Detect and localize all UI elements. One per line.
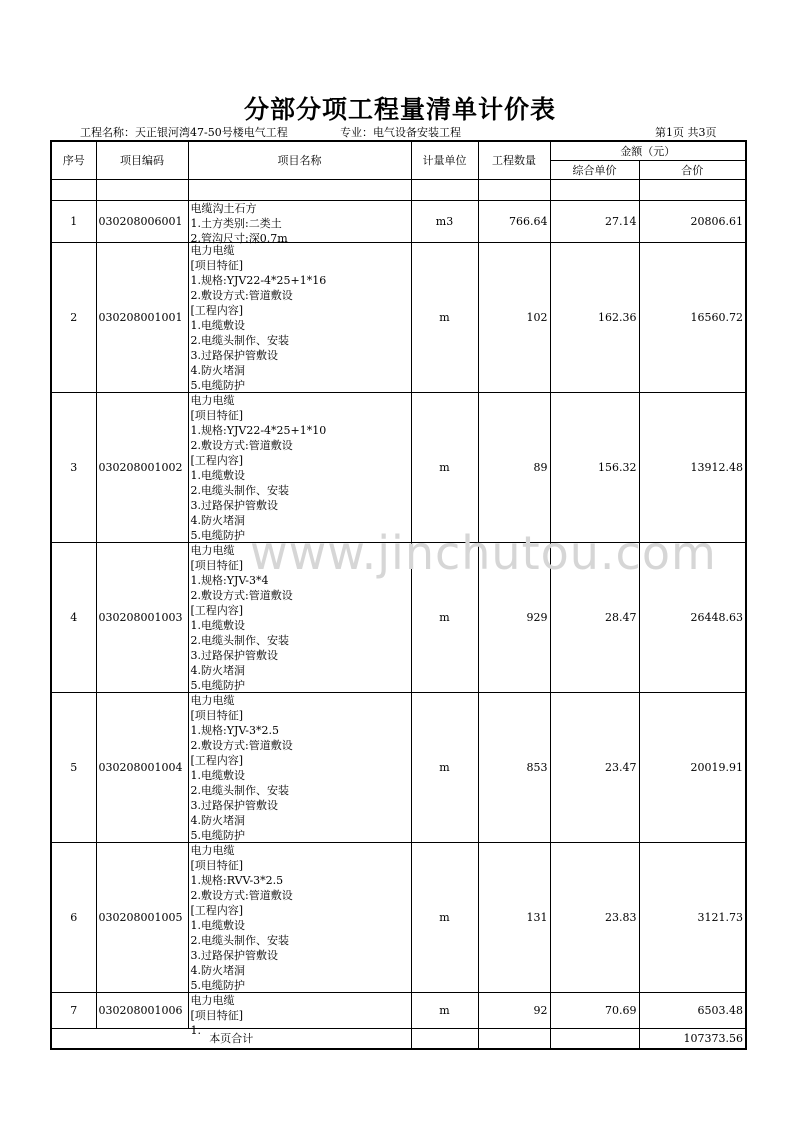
row-unit: m3 <box>411 200 478 242</box>
row-seq: 7 <box>51 992 96 1028</box>
header-total: 合价 <box>639 160 746 179</box>
row-seq: 5 <box>51 692 96 842</box>
name-line: 5.电缆防护 <box>190 378 245 392</box>
row-code: 030208001006 <box>96 992 188 1028</box>
name-line: 电力电缆 <box>190 393 235 407</box>
row-total: 16560.72 <box>639 242 746 392</box>
row-qty: 89 <box>478 392 550 542</box>
row-unit: m <box>411 392 478 542</box>
name-line: 5.电缆防护 <box>190 828 245 842</box>
table-row <box>51 392 746 542</box>
table-row <box>51 842 746 992</box>
name-line: 5.电缆防护 <box>190 978 245 992</box>
name-line: 电力电缆 <box>190 243 235 257</box>
name-line: 1.规格:YJV-3*4 <box>190 573 269 587</box>
name-line: [工程内容] <box>190 453 244 467</box>
name-line: 2.管沟尺寸:深0.7m <box>190 231 288 245</box>
row-total: 26448.63 <box>639 542 746 692</box>
name-line: [工程内容] <box>190 753 244 767</box>
name-line: 5.电缆防护 <box>190 678 245 692</box>
row-code: 030208001002 <box>96 392 188 542</box>
row-unit-price: 28.47 <box>550 542 639 692</box>
name-line: 3.过路保护管敷设 <box>190 798 278 812</box>
row-qty: 929 <box>478 542 550 692</box>
name-line: 3.过路保护管敷设 <box>190 948 278 962</box>
name-line: 1.电缆敷设 <box>190 618 245 632</box>
row-code: 030208006001 <box>96 200 188 242</box>
name-line: 3.过路保护管敷设 <box>190 348 278 362</box>
name-line: 2.敷设方式:管道敷设 <box>190 438 293 452</box>
row-name <box>188 542 411 692</box>
row-qty: 766.64 <box>478 200 550 242</box>
name-line: 1.规格:YJV22-4*25+1*16 <box>190 273 327 287</box>
footer-row <box>51 1028 746 1049</box>
row-qty: 102 <box>478 242 550 392</box>
row-unit-price: 70.69 <box>550 992 639 1028</box>
row-seq: 4 <box>51 542 96 692</box>
row-total: 13912.48 <box>639 392 746 542</box>
project-name: 工程名称：天正银河湾47-50号楼电气工程 <box>80 126 288 139</box>
name-line: 1. <box>190 1023 201 1037</box>
header-qty: 工程数量 <box>478 141 550 179</box>
row-seq: 6 <box>51 842 96 992</box>
name-line: 电力电缆 <box>190 693 235 707</box>
blank-row <box>51 179 746 200</box>
specialty: 专业：电气设备安装工程 <box>340 126 461 139</box>
row-name <box>188 392 411 542</box>
row-unit-price: 156.32 <box>550 392 639 542</box>
row-qty: 853 <box>478 692 550 842</box>
table-row <box>51 542 746 692</box>
row-unit-price: 23.47 <box>550 692 639 842</box>
footer-total: 107373.56 <box>639 1028 746 1049</box>
name-line: 4.防火堵洞 <box>190 813 245 827</box>
row-qty: 131 <box>478 842 550 992</box>
watermark: www.jinchutou.com <box>250 526 717 580</box>
row-code: 030208001004 <box>96 692 188 842</box>
name-line: [项目特征] <box>190 858 244 872</box>
name-line: 电力电缆 <box>190 993 235 1007</box>
row-unit: m <box>411 692 478 842</box>
row-unit: m <box>411 842 478 992</box>
name-line: 2.电缆头制作、安装 <box>190 783 289 797</box>
header-name: 项目名称 <box>188 141 411 179</box>
name-line: 1.电缆敷设 <box>190 318 245 332</box>
row-name <box>188 200 411 245</box>
row-total: 20806.61 <box>639 200 746 242</box>
header-amount: 金额（元） <box>550 141 746 160</box>
header-code: 项目编码 <box>96 141 188 179</box>
row-name <box>188 242 411 392</box>
name-line: [工程内容] <box>190 303 244 317</box>
row-unit-price: 162.36 <box>550 242 639 392</box>
name-line: 电缆沟土石方 <box>190 201 257 215</box>
name-line: 2.敷设方式:管道敷设 <box>190 888 293 902</box>
row-unit-price: 27.14 <box>550 200 639 242</box>
name-line: [项目特征] <box>190 1008 244 1022</box>
page-title: 分部分项工程量清单计价表 <box>243 95 556 124</box>
header-seq: 序号 <box>51 141 96 179</box>
name-line: 4.防火堵洞 <box>190 963 245 977</box>
name-line: [项目特征] <box>190 258 244 272</box>
row-seq: 1 <box>51 200 96 242</box>
name-line: 2.电缆头制作、安装 <box>190 933 289 947</box>
name-line: 1.规格:YJV-3*2.5 <box>190 723 280 737</box>
row-code: 030208001005 <box>96 842 188 992</box>
name-line: 4.防火堵洞 <box>190 363 245 377</box>
row-unit: m <box>411 242 478 392</box>
name-line: 2.敷设方式:管道敷设 <box>190 588 293 602</box>
row-code: 030208001003 <box>96 542 188 692</box>
name-line: 1.电缆敷设 <box>190 468 245 482</box>
footer-label: 本页合计 <box>51 1028 411 1049</box>
row-seq: 3 <box>51 392 96 542</box>
name-line: 4.防火堵洞 <box>190 663 245 677</box>
row-name <box>188 692 411 842</box>
name-line: 2.电缆头制作、安装 <box>190 633 289 647</box>
name-line: [工程内容] <box>190 903 244 917</box>
name-line: 2.电缆头制作、安装 <box>190 483 289 497</box>
row-qty: 92 <box>478 992 550 1028</box>
name-line: 1.电缆敷设 <box>190 768 245 782</box>
row-total: 6503.48 <box>639 992 746 1028</box>
name-line: [项目特征] <box>190 558 244 572</box>
name-line: 3.过路保护管敷设 <box>190 648 278 662</box>
page-indicator: 第1页 共3页 <box>655 126 717 139</box>
row-seq: 2 <box>51 242 96 392</box>
row-code: 030208001001 <box>96 242 188 392</box>
name-line: 4.防火堵洞 <box>190 513 245 527</box>
row-unit-price: 23.83 <box>550 842 639 992</box>
name-line: [工程内容] <box>190 603 244 617</box>
row-total: 3121.73 <box>639 842 746 992</box>
table-row <box>51 692 746 842</box>
name-line: 电力电缆 <box>190 543 235 557</box>
name-line: [项目特征] <box>190 408 244 422</box>
name-line: 3.过路保护管敷设 <box>190 498 278 512</box>
name-line: 2.敷设方式:管道敷设 <box>190 738 293 752</box>
table-row <box>51 242 746 392</box>
row-total: 20019.91 <box>639 692 746 842</box>
row-name <box>188 992 411 1037</box>
row-name <box>188 842 411 992</box>
name-line: 1.规格:YJV22-4*25+1*10 <box>190 423 327 437</box>
header-unit: 计量单位 <box>411 141 478 179</box>
name-line: [项目特征] <box>190 708 244 722</box>
row-unit: m <box>411 992 478 1028</box>
name-line: 1.电缆敷设 <box>190 918 245 932</box>
table-row <box>51 200 746 242</box>
name-line: 5.电缆防护 <box>190 528 245 542</box>
header-unit-price: 综合单价 <box>550 160 639 179</box>
row-unit: m <box>411 542 478 692</box>
name-line: 1.规格:RVV-3*2.5 <box>190 873 284 887</box>
name-line: 1.土方类别:二类土 <box>190 216 282 230</box>
name-line: 2.电缆头制作、安装 <box>190 333 289 347</box>
table-row <box>51 992 746 1028</box>
bill-table <box>50 140 747 1050</box>
name-line: 电力电缆 <box>190 843 235 857</box>
name-line: 2.敷设方式:管道敷设 <box>190 288 293 302</box>
